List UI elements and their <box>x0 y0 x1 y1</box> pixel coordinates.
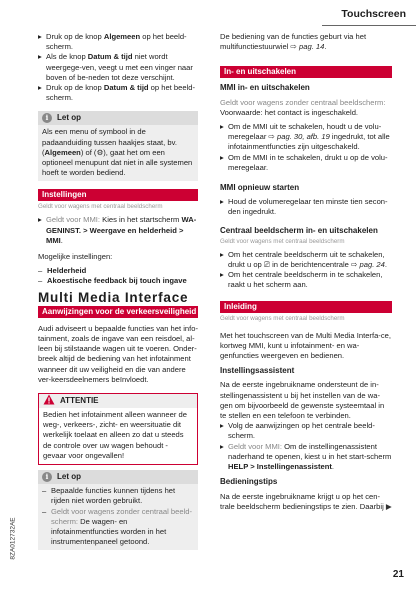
subheading: Centraal beeldscherm in- en uitschakelen <box>220 225 378 235</box>
intro-paragraph: Met het touchscreen van de Multi Media Interfa-ce, kortweg MMI, kunt u infotainment- en wa-genfuncties weergeven en bedienen. <box>220 330 391 361</box>
list-item: ▸ Volg de aanwijzingen op het centrale beeld-scherm. <box>220 421 375 441</box>
reference-arrow-icon: ⇨ <box>290 42 297 52</box>
subheading: MMI opnieuw starten <box>220 183 300 193</box>
warning-triangle-icon <box>43 394 55 408</box>
reference-arrow-icon: ⇨ <box>268 132 275 142</box>
assistant-paragraph: Na de eerste ingebruikname ondersteunt de in-stellingenassistent u bij het instellen van de wa-gen om bijvoorbeeld de gewenste systeemtaal in te stellen en een telefoon te verbinden. <box>220 380 385 421</box>
list-item: ▸ Houd de volumeregelaar ten minste tien secon-den ingedrukt. <box>220 197 388 217</box>
list-item: ▸ Om de MMI uit te schakelen, houdt u de volu-meregelaar ⇨ pag. 30, afb. 19 ingedrukt, tot alle infotainmentfuncties zijn uitgeschakeld. <box>220 122 390 152</box>
section-heading: Multi Media Interface <box>38 289 189 305</box>
list-item: ▸ Druk op de knop Datum & tijd op het beeld-scherm. <box>38 83 196 103</box>
list-item: – Bepaalde functies kunnen tijdens het rijden niet worden gebruikt. <box>42 486 176 506</box>
warning-header: ATTENTIE <box>39 394 197 408</box>
list-item: – Helderheid <box>38 266 87 276</box>
bullet-arrow-icon: ▸ <box>38 32 42 41</box>
condition-paragraph: Geldt voor wagens zonder centraal beeldscherm: Voorwaarde: het contact is ingeschakeld. <box>220 97 386 117</box>
list-item: ▸ Om het centrale beeldscherm uit te schakelen, drukt u op ⎚ in de berichtencentrale ⇨ pag. 24. <box>220 249 387 270</box>
subheading: Bedieningstips <box>220 477 278 487</box>
bullet-arrow-icon: ▸ <box>220 197 224 207</box>
list-item: ▸ Druk op de knop Algemeen op het beeld-scherm. <box>38 32 187 52</box>
bullet-arrow-icon: ▸ <box>220 122 224 132</box>
gear-icon: ⚙ <box>96 147 104 157</box>
chapter-title: Touchscreen <box>341 8 406 20</box>
warning-box <box>38 393 198 465</box>
bullet-arrow-icon: ▸ <box>38 215 42 225</box>
list-item: ▸ Geldt voor MMI: Om de instellingenassistent naderhand te openen, kiest u in het start-scherm HELP > Instellingenassistent. <box>220 441 392 472</box>
screen-off-icon: ⎚ <box>263 260 270 270</box>
note-box <box>38 470 198 550</box>
condition-text: Geldt voor wagens met centraal beeldscherm <box>38 203 163 211</box>
bullet-arrow-icon: ▸ <box>220 421 224 431</box>
list-item: – Akoestische feedback bij touch ingave <box>38 276 187 286</box>
list-item: – Geldt voor wagens zonder centraal beeld-scherm: De wagen- en infotainmentfuncties worden in het instrumentenpaneel getoond. <box>42 506 192 547</box>
bullet-arrow-icon: ▸ <box>220 441 224 451</box>
note-body: Als een menu of symbool in de padaanduiding tussen haakjes staat, bv. (Algemeen) of (⚙), gaat het om een optioneel menupunt dat niet in alle systemen hoeft te worden bediend. <box>38 125 198 181</box>
section-bar-inleiding: Inleiding <box>220 301 392 313</box>
header-rule <box>322 25 416 26</box>
subheading: Instellingsassistent <box>220 366 295 376</box>
subheading: MMI in- en uitschakelen <box>220 83 310 93</box>
condition-text: Geldt voor wagens met centraal beeldscherm <box>220 237 345 245</box>
continued-paragraph: De bediening van de functies geburt via het multifunctiestuurwiel ⇨ pag. 14. <box>220 32 367 52</box>
page-number: 21 <box>392 569 404 580</box>
bullet-arrow-icon: ▸ <box>220 152 224 162</box>
info-icon: i <box>42 113 52 123</box>
warning-body: Bedien het infotainment alleen wanneer de weg-, verkeers-, zicht- en weersituatie dit werkelijk toelaat en alleen zo dat u steeds de controle over uw wagen behoudt - gevaar voor ongevallen! <box>43 410 187 460</box>
bullet-arrow-icon: ▸ <box>38 52 42 62</box>
bullet-arrow-icon: ▸ <box>220 270 224 280</box>
list-item: ▸ Als de knop Datum & tijd niet wordt weergege-ven, veegt u met een vinger naar boven of be-neden tot deze verschijnt. <box>38 52 193 82</box>
note-header: i Let op <box>38 470 198 484</box>
settings-intro: Mogelijke instellingen: <box>38 252 113 262</box>
continue-arrow-icon: ▶ <box>385 501 392 511</box>
document-code: 8ZA012732AE <box>9 517 17 560</box>
bullet-arrow-icon: ▸ <box>38 83 42 93</box>
section-bar-aanwijzingen: Aanwijzingen voor de verkeersveiligheid <box>38 306 198 318</box>
left-column <box>38 32 198 555</box>
condition-text: Geldt voor wagens met centraal beeldscherm <box>220 314 345 322</box>
note-body <box>38 484 198 550</box>
info-icon: i <box>42 472 52 482</box>
safety-paragraph: Audi adviseert u bepaalde functies van het info-tainment, zoals de ingave van een reisdoel, al-leen bij stilstaande wagen uit te voeren. Onder-breek altijd de bediening van het infotainment wanneer dit uw veiligheid en die van andere ver-keersdeelnemers beïnvloedt. <box>38 323 198 384</box>
note-box <box>38 111 198 181</box>
reference-arrow-icon: ⇨ <box>351 260 358 270</box>
tips-paragraph: Na de eerste ingebruikname krijgt u op het cen-trale beeldscherm bedieningstips te zien. Daarbij ▶ <box>220 491 392 511</box>
bullet-arrow-icon: ▸ <box>220 249 224 259</box>
note-header: i Let op <box>38 111 198 125</box>
section-bar-instellingen: Instellingen <box>38 189 198 201</box>
list-item: ▸ Geldt voor MMI: Kies in het startscherm WA-GENINST. > Weergave en helderheid > MMI. <box>38 215 197 245</box>
right-column <box>220 32 392 512</box>
list-item: ▸ Om het centrale beeldscherm in te schakelen, raakt u het scherm aan. <box>220 270 383 290</box>
list-item: ▸ Om de MMI in te schakelen, drukt u op de volu-meregelaar. <box>220 152 388 172</box>
section-bar-in-uitschakelen: In- en uitschakelen <box>220 66 392 78</box>
